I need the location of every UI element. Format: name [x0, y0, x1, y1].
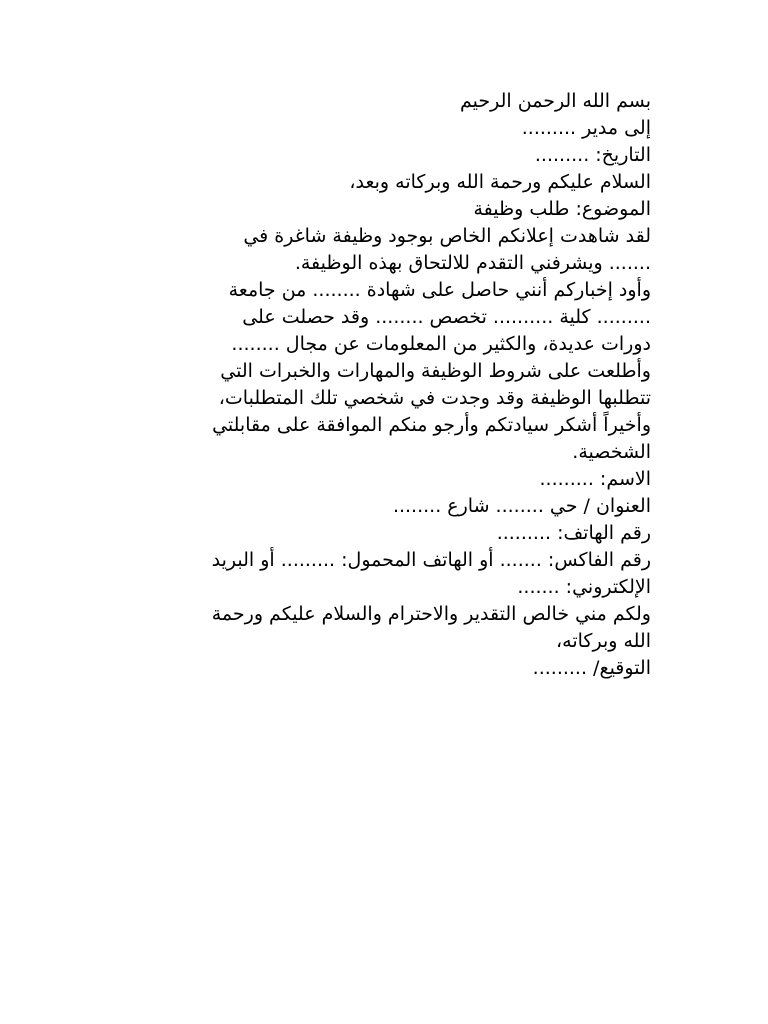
body-line: الشخصية.	[572, 441, 651, 463]
phone-field-line: رقم الهاتف: .........	[496, 522, 651, 544]
date-line: التاريخ: .........	[534, 144, 651, 166]
name-field-line: الاسم: .........	[539, 468, 651, 490]
basmala-line: بسم الله الرحمن الرحيم	[460, 90, 651, 112]
closing-line: ولكم مني خالص التقدير والاحترام والسلام عليكم ورحمة	[211, 603, 651, 625]
body-line: وأطلعت على شروط الوظيفة والمهارات والخبرات التي	[220, 360, 651, 382]
signature-line: التوقيع/ .........	[532, 657, 651, 679]
body-line: ....... ويشرفني التقدم للالتحاق بهذه الوظيفة.	[294, 252, 651, 274]
closing-line: الله وبركاته،	[556, 630, 651, 652]
address-field-line: العنوان / حي ........ شارع ........	[392, 495, 651, 517]
email-field-line: الإلكتروني: .......	[517, 576, 651, 598]
greeting-line: السلام عليكم ورحمة الله وبركاته وبعد،	[349, 171, 651, 193]
body-line: وأخيراً أشكر سيادتكم وأرجو منكم الموافقة على مقابلتي	[212, 414, 651, 436]
body-line: دورات عديدة، والكثير من المعلومات عن مجال ........	[231, 333, 651, 355]
body-line: وأود إخباركم أنني حاصل على شهادة ........ من جامعة	[228, 279, 651, 301]
job-application-letter	[111, 88, 651, 682]
subject-line: الموضوع: طلب وظيفة	[473, 198, 651, 220]
body-line: ......... كلية .......... تخصص ........ وقد حصلت على	[242, 306, 651, 328]
recipient-line: إلى مدير .........	[521, 117, 651, 139]
body-line: لقد شاهدت إعلانكم الخاص بوجود وظيفة شاغرة في	[243, 225, 651, 247]
fax-mobile-email-line: رقم الفاكس: ....... أو الهاتف المحمول: ......... أو البريد	[211, 549, 651, 571]
body-line: تتطلبها الوظيفة وقد وجدت في شخصي تلك المتطلبات،	[218, 387, 651, 409]
